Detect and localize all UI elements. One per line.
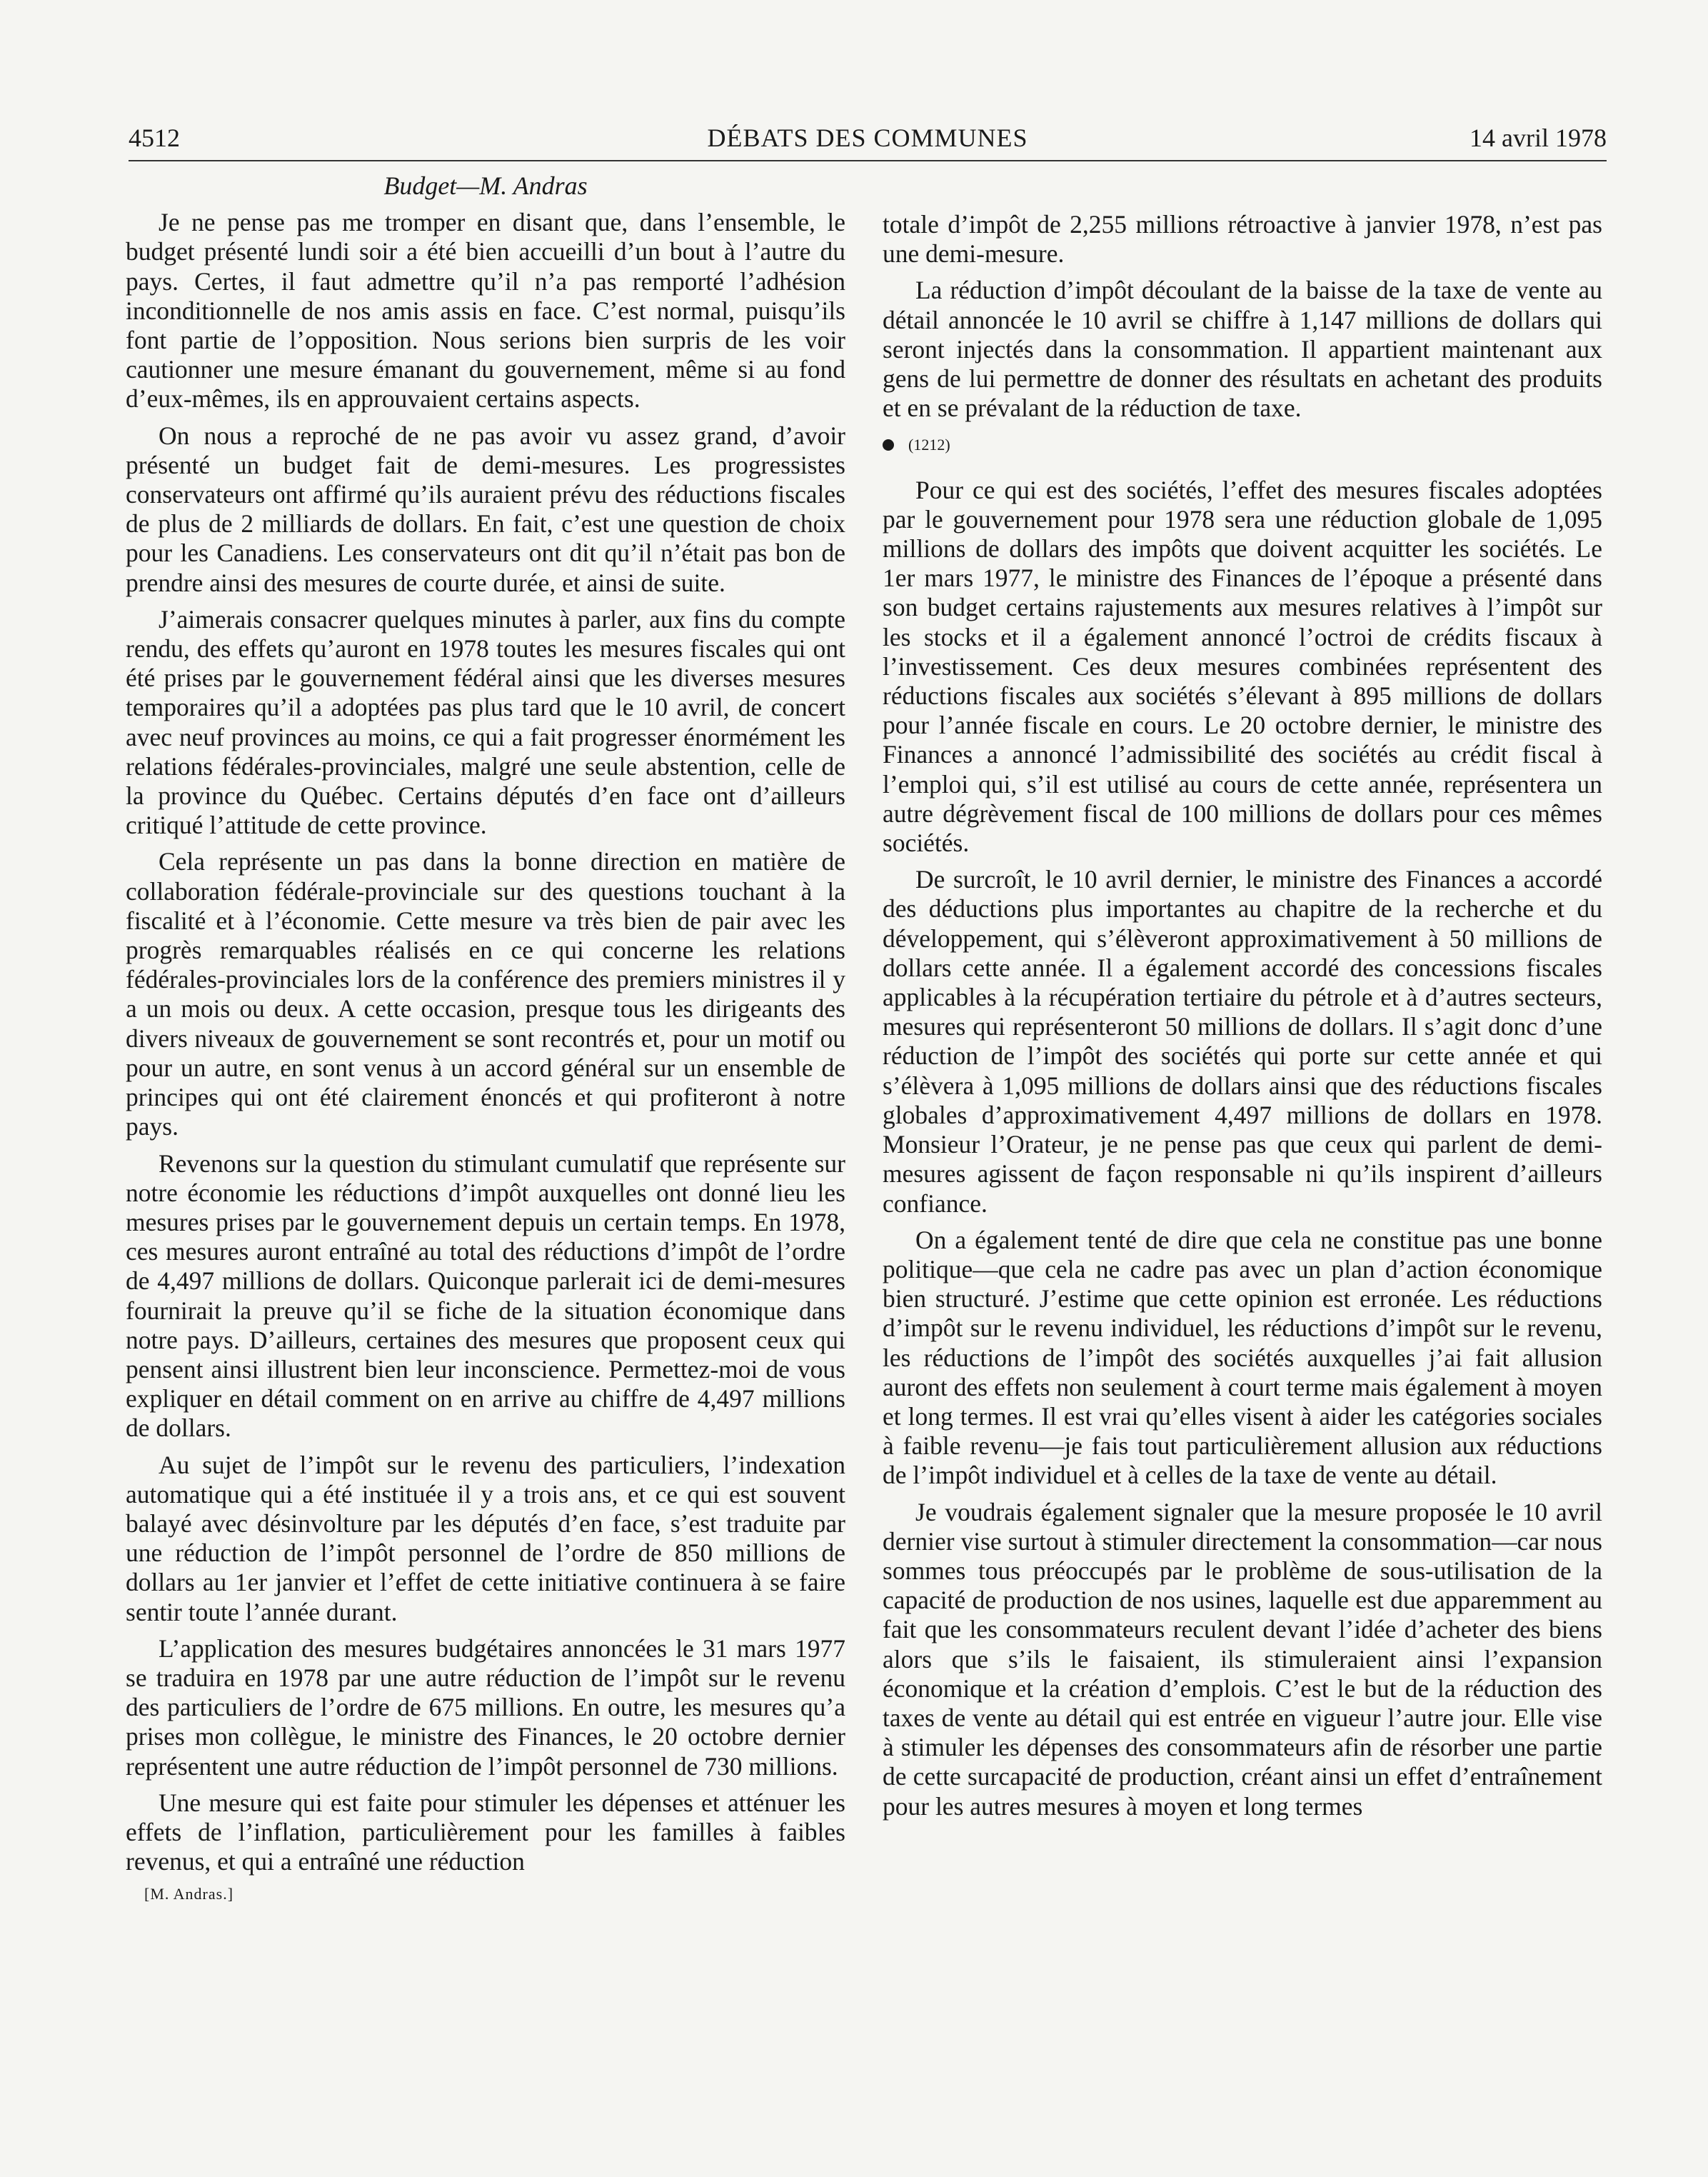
paragraph: Cela représente un pas dans la bonne direction en matière de collaboration fédérale-provinciale sur des questions touchant à la fiscalité et à l’économie. Cette mesure va très bien de pair avec les progrès remarquables réalisés en ce qui concerne les relations fédérales-provinciales lors de la conférence des premiers ministres il y a un mois ou deux. A cette occasion, presque tous les dirigeants des divers niveaux de gouvernement se sont recontrés et, pour un motif ou pour un autre, en sont venus à un accord général sur un ensemble de principes qui ont été clairement énoncés et qui profiteront à notre pays. xyxy=(126,847,845,1141)
paragraph: Au sujet de l’impôt sur le revenu des particuliers, l’indexation automatique qui a été instituée il y a trois ans, et ce qui est souvent balayé avec désinvolture par les députés d’en face, s’est traduite par une réduction de l’impôt personnel de l’ordre de 850 millions de dollars au 1er janvier et l’effet de cette initiative continuera à se faire sentir toute l’année durant. xyxy=(126,1450,845,1626)
time-marker xyxy=(883,430,1602,459)
paragraph: totale d’impôt de 2,255 millions rétroactive à janvier 1978, n’est pas une demi-mesure. xyxy=(883,210,1602,269)
paragraph: De surcroît, le 10 avril dernier, le ministre des Finances a accordé des déductions plus importantes au chapitre de la recherche et du développement, qui s’élèveront approximativement à 50 millions de dollars cette année. Il a également accordé des concessions fiscales applicables à la récupération tertiaire du pétrole et à d’autres secteurs, mesures qui représenteront 50 millions de dollars. Il s’agit donc d’une réduction de l’impôt des sociétés qui porte sur cette année et qui s’élèvera à 1,095 millions de dollars ainsi que des réductions fiscales globales d’approximativement 4,497 millions de dollars en 1978. Monsieur l’Orateur, je ne pense pas que ceux qui parlent de demi-mesures agissent de façon responsable ni qu’ils inspirent d’ailleurs confiance. xyxy=(883,865,1602,1218)
paragraph: L’application des mesures budgétaires annoncées le 31 mars 1977 se traduira en 1978 par une autre réduction de l’impôt sur le revenu des particuliers de l’ordre de 675 millions. En outre, les mesures qu’a prises mon collègue, le ministre des Finances, le 20 octobre dernier représentent une autre réduction de l’impôt personnel de 730 millions. xyxy=(126,1633,845,1781)
paragraph: Je ne pense pas me tromper en disant que, dans l’ensemble, le budget présenté lundi soir a été bien accueilli d’un bout à l’autre du pays. Certes, il faut admettre qu’il n’a pas remporté l’adhésion inconditionnelle de nos amis assis en face. C’est normal, puisqu’ils font partie de l’opposition. Nous serions bien surpris de les voir cautionner une mesure émanant du gouvernement, même si au fond d’eux-mêmes, ils en approuvaient certains aspects. xyxy=(126,208,845,414)
paragraph: On nous a reproché de ne pas avoir vu assez grand, d’avoir présenté un budget fait de demi-mesures. Les progressistes conservateurs ont affirmé qu’ils auraient prévu des réductions fiscales de plus de 2 milliards de dollars. En fait, c’est une question de choix pour les Canadiens. Les conservateurs ont dit qu’il n’était pas bon de prendre ainsi des mesures de courte durée, et ainsi de suite. xyxy=(126,421,845,597)
paragraph: On a également tenté de dire que cela ne constitue pas une bonne politique—que cela ne cadre pas avec un plan d’action économique bien structuré. J’estime que cette opinion est erronée. Les réductions d’impôt sur le revenu individuel, les réductions d’impôt sur le revenu, les réductions de l’impôt des sociétés auxquelles j’ai fait allusion auront des effets non seulement à court terme mais également à moyen et long termes. Il est vrai qu’elles visent à aider les catégories sociales à faible revenu—je fais tout particulièrement allusion aux réductions de l’impôt individuel et à celles de la taxe de vente au détail. xyxy=(883,1225,1602,1490)
left-column xyxy=(126,171,845,1909)
bullet-icon xyxy=(883,439,894,451)
paragraph: La réduction d’impôt découlant de la baisse de la taxe de vente au détail annoncée le 10 avril se chiffre à 1,147 millions de dollars qui seront injectés dans la consommation. Il appartient maintenant aux gens de lui permettre de donner des résultats en achetant des produits et en se prévalant de la réduction de taxe. xyxy=(883,276,1602,423)
time-marker-label: (1212) xyxy=(908,436,950,454)
paragraph: J’aimerais consacrer quelques minutes à parler, aux fins du compte rendu, des effets qu’auront en 1978 toutes les mesures fiscales qui ont été prises par le gouvernement fédéral ainsi que les diverses mesures temporaires qu’il a adoptées pas plus tard que le 10 avril, de concert avec neuf provinces au moins, ce qui a fait progresser énormément les relations fédérales-provinciales, malgré une seule abstention, celle de la province du Québec. Certains députés d’en face ont d’ailleurs critiqué l’attitude de cette province. xyxy=(126,604,845,840)
publication-title: DÉBATS DES COMMUNES xyxy=(707,124,1028,152)
right-column xyxy=(883,210,1602,1828)
section-title: Budget—M. Andras xyxy=(383,171,588,200)
paragraph: Pour ce qui est des sociétés, l’effet des mesures fiscales adoptées par le gouvernement pour 1978 sera une réduction globale de 1,095 millions de dollars des impôts que doivent acquitter les sociétés. Le 1er mars 1977, le ministre des Finances de l’époque a présenté dans son budget certains rajustements aux mesures relatives à l’impôt sur les stocks et il a également annoncé l’octroi de crédits fiscaux à l’investissement. Ces deux mesures combinées représentent des réductions fiscales aux sociétés s’élevant à 895 millions de dollars pour l’année fiscale en cours. Le 20 octobre dernier, le ministre des Finances a annoncé l’admissibilité des sociétés au crédit fiscal à l’emploi qui, s’il est utilisé au cours de cette année, représentera un autre dégrèvement fiscal de 100 millions de dollars pour ces mêmes sociétés. xyxy=(883,475,1602,858)
paragraph: Une mesure qui est faite pour stimuler les dépenses et atténuer les effets de l’inflation, particulièrement pour les familles à faibles revenus, et qui a entraîné une réduction xyxy=(126,1788,845,1876)
page-number: 4512 xyxy=(129,124,180,152)
paragraph: Revenons sur la question du stimulant cumulatif que représente sur notre économie les réductions d’impôt auxquelles ont donné lieu les mesures prises par le gouvernement depuis un certain temps. En 1978, ces mesures auront entraîné au total des réductions d’impôt de l’ordre de 4,497 millions de dollars. Quiconque parlerait ici de demi-mesures fournirait la preuve qu’il se fiche de la situation économique dans notre pays. D’ailleurs, certaines des mesures que proposent ceux qui pensent ainsi illustrent bien leur inconscience. Permettez-moi de vous expliquer en détail comment on en arrive au chiffre de 4,497 millions de dollars. xyxy=(126,1148,845,1443)
page-header xyxy=(129,120,1607,161)
paragraph: Je voudrais également signaler que la mesure proposée le 10 avril dernier vise surtout à stimuler directement la consommation—car nous sommes tous préoccupés par le problème de sous-utilisation de la capacité de production de nos usines, laquelle est due apparemment au fait que les consommateurs reculent devant l’idée d’acheter des biens alors que s’ils le faisaient, ils stimuleraient ainsi l’expansion économique et la création d’emplois. C’est le but de la réduction des taxes de vente au détail qui est entrée en vigueur l’autre jour. Elle vise à stimuler les dépenses des consommateurs afin de résorber une partie de cette surcapacité de production, créant ainsi un effet d’entraînement pour les autres mesures à moyen et long termes xyxy=(883,1497,1602,1821)
page-date: 14 avril 1978 xyxy=(1470,124,1607,152)
speaker-footnote: [M. Andras.] xyxy=(144,1885,234,1903)
